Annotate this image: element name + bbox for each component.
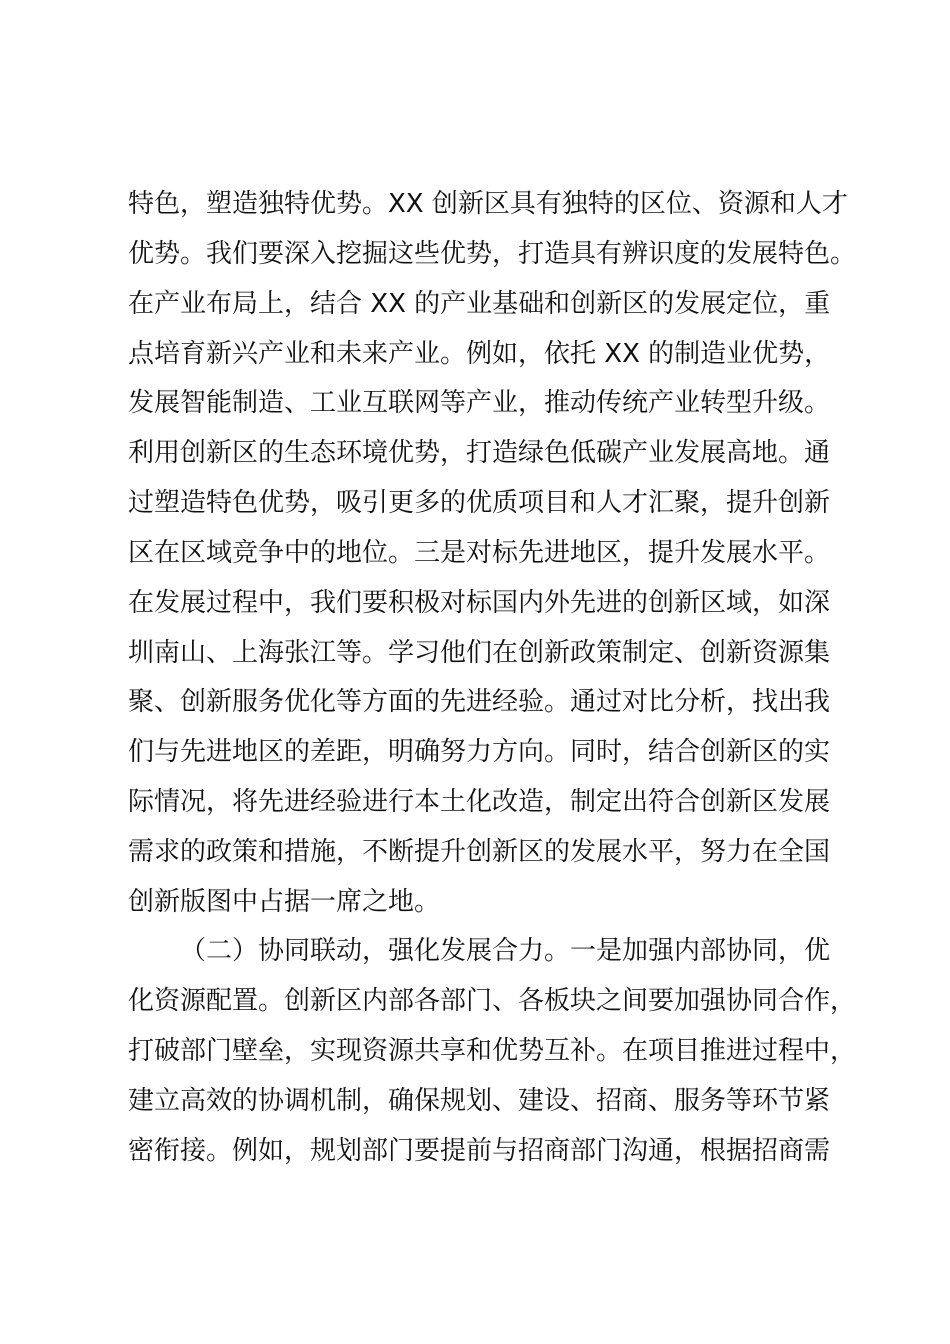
text-line: 圳南山、上海张江等。学习他们在创新政策制定、创新资源集 xyxy=(128,638,831,668)
text-line: 际情况，将先进经验进行本土化改造，制定出符合创新区发展 xyxy=(128,787,831,817)
text-line: 创新版图中占据一席之地。 xyxy=(128,887,441,917)
text-line: 利用创新区的生态环境优势，打造绿色低碳产业发展高地。通 xyxy=(128,438,831,468)
text-line: 点培育新兴产业和未来产业。例如，依托 XX 的制造业优势， xyxy=(128,339,831,369)
text-line: 化资源配置。创新区内部各部门、各板块之间要加强协同合作， xyxy=(128,986,857,1016)
text-line: 在产业布局上，结合 XX 的产业基础和创新区的发展定位，重 xyxy=(128,289,831,319)
text-line: 区在区域竞争中的地位。三是对标先进地区，提升发展水平。 xyxy=(128,538,831,568)
text-line: 发展智能制造、工业互联网等产业，推动传统产业转型升级。 xyxy=(128,388,831,418)
text-line: 们与先进地区的差距，明确努力方向。同时，结合创新区的实 xyxy=(128,737,831,767)
section-heading-line: （二）协同联动，强化发展合力。一是加强内部协同，优 xyxy=(180,936,831,966)
text-line: 过塑造特色优势，吸引更多的优质项目和人才汇聚，提升创新 xyxy=(128,488,831,518)
text-line: 在发展过程中，我们要积极对标国内外先进的创新区域，如深 xyxy=(128,588,831,618)
text-line: 密衔接。例如，规划部门要提前与招商部门沟通，根据招商需 xyxy=(128,1136,831,1166)
text-line: 建立高效的协调机制，确保规划、建设、招商、服务等环节紧 xyxy=(128,1086,831,1116)
text-line: 优势。我们要深入挖掘这些优势，打造具有辨识度的发展特色。 xyxy=(128,239,857,269)
text-line: 需求的政策和措施，不断提升创新区的发展水平，努力在全国 xyxy=(128,837,831,867)
text-line: 聚、创新服务优化等方面的先进经验。通过对比分析，找出我 xyxy=(128,687,831,717)
text-line: 特色，塑造独特优势。XX 创新区具有独特的区位、资源和人才 xyxy=(128,189,848,219)
text-line: 打破部门壁垒，实现资源共享和优势互补。在项目推进过程中， xyxy=(128,1036,857,1066)
